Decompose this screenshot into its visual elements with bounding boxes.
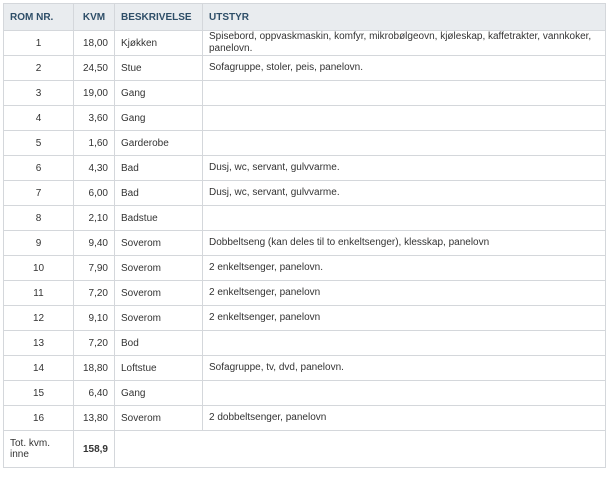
rom-nr-cell: 12	[4, 306, 74, 331]
rom-nr-cell: 10	[4, 256, 74, 281]
utstyr-cell	[203, 206, 606, 231]
rom-nr-cell: 5	[4, 131, 74, 156]
utstyr-cell: Dusj, wc, servant, gulvvarme.	[203, 156, 606, 181]
beskrivelse-cell: Kjøkken	[115, 31, 203, 56]
utstyr-cell: 2 enkeltsenger, panelovn.	[203, 256, 606, 281]
rom-nr-cell: 9	[4, 231, 74, 256]
utstyr-cell: Dobbeltseng (kan deles til to enkeltsenger), klesskap, panelovn	[203, 231, 606, 256]
beskrivelse-cell: Stue	[115, 56, 203, 81]
beskrivelse-cell: Soverom	[115, 231, 203, 256]
table-row	[4, 56, 606, 81]
table-row	[4, 331, 606, 356]
total-row	[4, 431, 606, 468]
kvm-cell: 18,00	[74, 31, 115, 56]
table-row	[4, 106, 606, 131]
rom-nr-cell: 8	[4, 206, 74, 231]
header-kvm: KVM	[74, 4, 115, 31]
table-row	[4, 381, 606, 406]
total-value: 158,9	[74, 431, 115, 468]
utstyr-cell	[203, 131, 606, 156]
rom-nr-cell: 6	[4, 156, 74, 181]
table-row	[4, 81, 606, 106]
header-rom-nr: ROM NR.	[4, 4, 74, 31]
table-row	[4, 131, 606, 156]
beskrivelse-cell: Loftstue	[115, 356, 203, 381]
beskrivelse-cell: Bad	[115, 156, 203, 181]
room-table	[3, 3, 606, 468]
rom-nr-cell: 16	[4, 406, 74, 431]
utstyr-cell: Sofagruppe, stoler, peis, panelovn.	[203, 56, 606, 81]
beskrivelse-cell: Gang	[115, 106, 203, 131]
table-row	[4, 181, 606, 206]
kvm-cell: 1,60	[74, 131, 115, 156]
utstyr-cell: 2 enkeltsenger, panelovn	[203, 281, 606, 306]
kvm-cell: 6,00	[74, 181, 115, 206]
beskrivelse-cell: Gang	[115, 81, 203, 106]
utstyr-cell	[203, 381, 606, 406]
rom-nr-cell: 14	[4, 356, 74, 381]
kvm-cell: 7,90	[74, 256, 115, 281]
utstyr-cell: Dusj, wc, servant, gulvvarme.	[203, 181, 606, 206]
rom-nr-cell: 13	[4, 331, 74, 356]
room-table-container	[3, 3, 606, 468]
table-body	[4, 31, 606, 431]
kvm-cell: 19,00	[74, 81, 115, 106]
rom-nr-cell: 3	[4, 81, 74, 106]
beskrivelse-cell: Soverom	[115, 256, 203, 281]
utstyr-cell	[203, 106, 606, 131]
beskrivelse-cell: Soverom	[115, 406, 203, 431]
table-row	[4, 206, 606, 231]
header-utstyr: UTSTYR	[203, 4, 606, 31]
table-row	[4, 31, 606, 56]
kvm-cell: 7,20	[74, 331, 115, 356]
rom-nr-cell: 4	[4, 106, 74, 131]
beskrivelse-cell: Gang	[115, 381, 203, 406]
rom-nr-cell: 2	[4, 56, 74, 81]
beskrivelse-cell: Soverom	[115, 306, 203, 331]
beskrivelse-cell: Garderobe	[115, 131, 203, 156]
kvm-cell: 6,40	[74, 381, 115, 406]
table-row	[4, 156, 606, 181]
table-row	[4, 281, 606, 306]
kvm-cell: 18,80	[74, 356, 115, 381]
table-row	[4, 231, 606, 256]
utstyr-cell: Spisebord, oppvaskmaskin, komfyr, mikrobølgeovn, kjøleskap, kaffetrakter, vannkoker, panelovn.	[203, 31, 606, 56]
header-row	[4, 4, 606, 31]
total-label: Tot. kvm. inne	[4, 431, 74, 468]
beskrivelse-cell: Bod	[115, 331, 203, 356]
utstyr-cell: 2 enkeltsenger, panelovn	[203, 306, 606, 331]
kvm-cell: 24,50	[74, 56, 115, 81]
total-empty-cell	[115, 431, 606, 468]
kvm-cell: 13,80	[74, 406, 115, 431]
utstyr-cell: 2 dobbeltsenger, panelovn	[203, 406, 606, 431]
kvm-cell: 7,20	[74, 281, 115, 306]
rom-nr-cell: 7	[4, 181, 74, 206]
table-row	[4, 306, 606, 331]
kvm-cell: 9,40	[74, 231, 115, 256]
rom-nr-cell: 11	[4, 281, 74, 306]
beskrivelse-cell: Bad	[115, 181, 203, 206]
kvm-cell: 9,10	[74, 306, 115, 331]
kvm-cell: 4,30	[74, 156, 115, 181]
table-row	[4, 406, 606, 431]
table-row	[4, 256, 606, 281]
utstyr-cell: Sofagruppe, tv, dvd, panelovn.	[203, 356, 606, 381]
kvm-cell: 3,60	[74, 106, 115, 131]
rom-nr-cell: 1	[4, 31, 74, 56]
rom-nr-cell: 15	[4, 381, 74, 406]
header-beskrivelse: BESKRIVELSE	[115, 4, 203, 31]
table-row	[4, 356, 606, 381]
beskrivelse-cell: Soverom	[115, 281, 203, 306]
utstyr-cell	[203, 331, 606, 356]
utstyr-cell	[203, 81, 606, 106]
kvm-cell: 2,10	[74, 206, 115, 231]
beskrivelse-cell: Badstue	[115, 206, 203, 231]
